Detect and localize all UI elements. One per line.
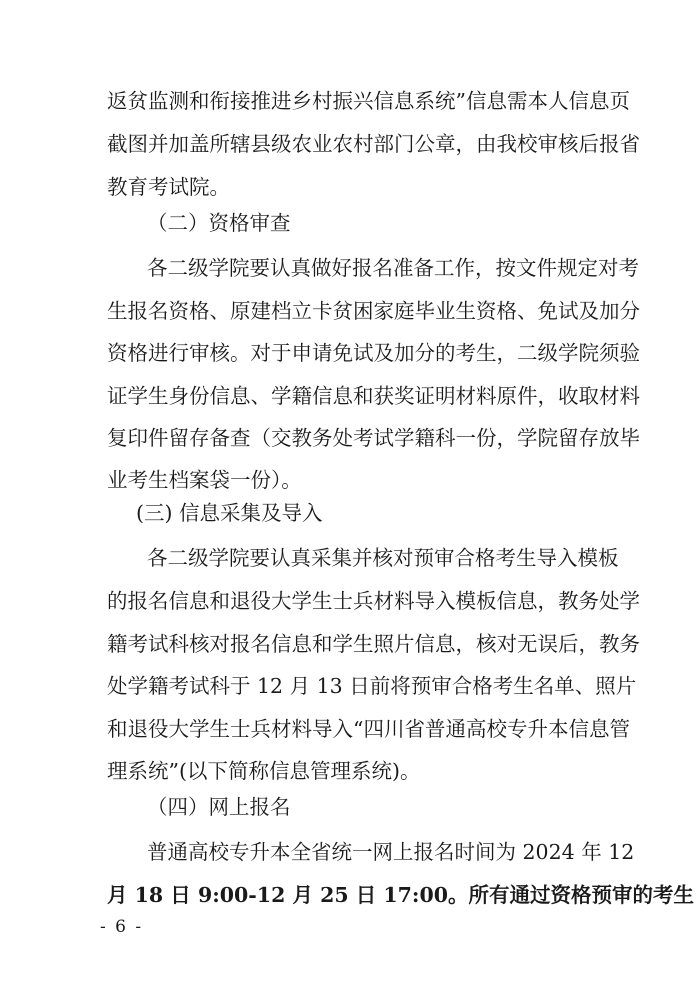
section-heading-qualification-review: （二）资格审查 — [147, 211, 291, 235]
body-line-3: 教育考试院。 — [107, 175, 230, 199]
body-line-13: 的报名信息和退役大学生士兵材料导入模板信息，教务处学 — [107, 589, 640, 613]
body-line-20: 月 18 日 9:00-12 月 25 日 17:00。所有通过资格预审的考生 — [107, 883, 695, 907]
body-line-16: 和退役大学生士兵材料导入“四川省普通高校专升本信息管 — [107, 717, 630, 741]
body-line-10: 业考生档案袋一份）。 — [107, 468, 302, 492]
body-line-19: 普通高校专升本全省统一网上报名时间为 2024 年 12 — [147, 840, 635, 864]
body-line-9: 复印件留存备查（交教务处考试学籍科一份，学院留存放毕 — [107, 426, 640, 450]
body-line-17: 理系统”(以下简称信息管理系统)。 — [107, 759, 421, 783]
section-heading-online-registration: （四）网上报名 — [147, 795, 291, 819]
body-line-5: 各二级学院要认真做好报名准备工作，按文件规定对考 — [147, 256, 639, 280]
body-line-2: 截图并加盖所辖县级农业农村部门公章，由我校审核后报省 — [107, 132, 640, 156]
body-line-6: 生报名资格、原建档立卡贫困家庭毕业生资格、免试及加分 — [107, 299, 640, 323]
body-line-12: 各二级学院要认真采集并核对预审合格考生导入模板 — [147, 546, 619, 570]
section-heading-info-collection: (三) 信息采集及导入 — [136, 501, 323, 525]
body-line-14: 籍考试科核对报名信息和学生照片信息，核对无误后，教务 — [107, 632, 640, 656]
body-line-15: 处学籍考试科于 12 月 13 日前将预审合格考生名单、照片 — [107, 674, 637, 698]
body-line-7: 资格进行审核。对于申请免试及加分的考生，二级学院须验 — [107, 341, 640, 365]
page-number: - 6 - — [100, 917, 144, 937]
body-line-8: 证学生身份信息、学籍信息和获奖证明材料原件，收取材料 — [107, 384, 640, 408]
body-line-1: 返贫监测和衔接推进乡村振兴信息系统”信息需本人信息页 — [107, 89, 630, 113]
